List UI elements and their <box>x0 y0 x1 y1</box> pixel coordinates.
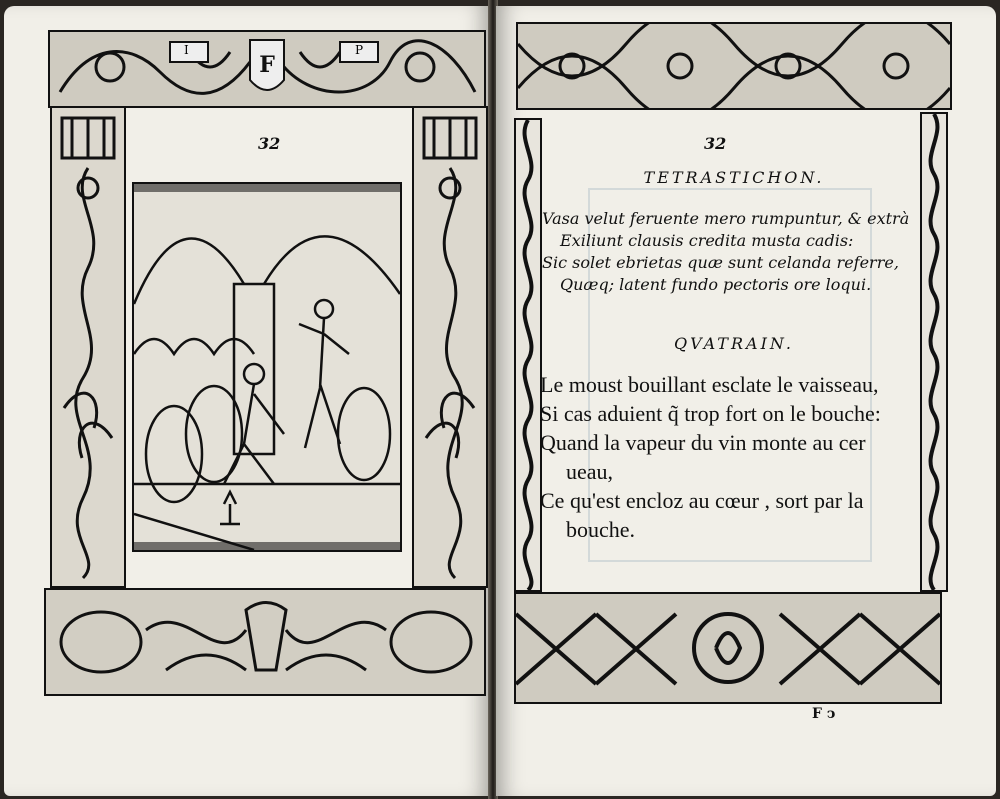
cartouche-letter-left: I <box>184 43 189 57</box>
left-page <box>4 6 490 796</box>
right-chain-border <box>920 112 948 592</box>
right-page-number: 32 <box>704 134 727 153</box>
latin-verse-line: Quæq; latent fundo pectoris ore loqui. <box>560 275 872 294</box>
bottom-frieze-woodcut <box>44 588 486 696</box>
latin-verse-line: Exiliunt clausis credita musta cadis: <box>560 231 854 250</box>
french-heading: QVATRAIN. <box>674 334 794 353</box>
french-verse-line: Ce qu'est encloz au cœur , sort par la <box>540 488 864 513</box>
right-pilaster-woodcut <box>412 106 488 588</box>
latin-verse-line: Vasa velut feruente mero rumpuntur, & extrà <box>542 209 910 228</box>
french-verse-line: Quand la vapeur du vin monte au cer <box>540 430 866 455</box>
left-pilaster-woodcut <box>50 106 126 588</box>
signature-mark: F ↄ <box>812 706 836 722</box>
svg-text:F: F <box>259 52 275 78</box>
cartouche-letter-right: P <box>355 43 364 57</box>
wine-cellar-illustration <box>132 182 402 552</box>
bottom-knotwork-border <box>514 592 942 704</box>
french-verses <box>540 370 922 544</box>
french-verse-line: Le moust bouillant esclate le vaisseau, <box>540 372 879 397</box>
left-chain-border <box>514 118 542 592</box>
right-page <box>496 6 996 796</box>
french-verse-line: bouche. <box>566 517 636 542</box>
french-verse-line: ueau, <box>566 459 614 484</box>
top-frieze-woodcut <box>48 30 486 108</box>
latin-verses <box>542 208 922 296</box>
top-knotwork-border <box>516 22 952 110</box>
latin-verse-line: Sic solet ebrietas quæ sunt celanda referre, <box>542 253 899 272</box>
left-page-number: 32 <box>258 134 281 153</box>
latin-heading: TETRASTICHON. <box>643 168 825 187</box>
french-verse-line: Si cas aduient q̃ trop fort on le bouche: <box>540 401 881 426</box>
